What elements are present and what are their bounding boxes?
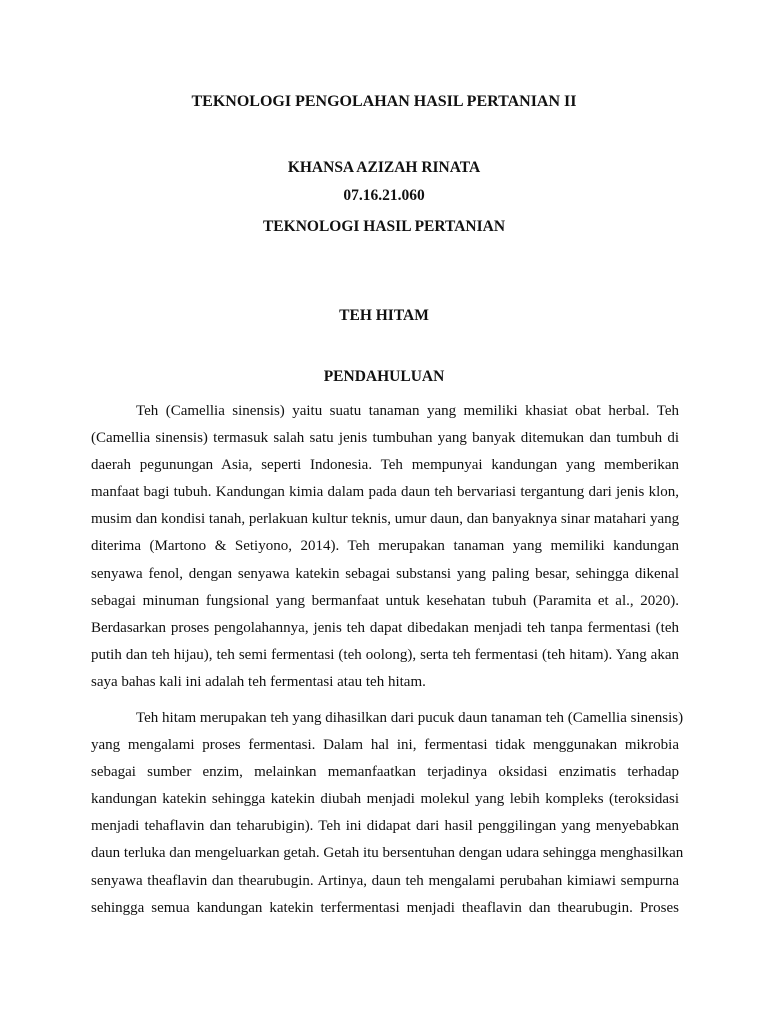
paragraph-line: (Camellia sinensis) termasuk salah satu jenis tumbuhan yang banyak ditemukan dan tumbuh di [91, 430, 679, 447]
paragraph-line: Teh hitam merupakan teh yang dihasilkan dari pucuk daun tanaman teh (Camellia sinensis) [136, 710, 684, 726]
paragraph-line: yang mengalami proses fermentasi. Dalam hal ini, fermentasi tidak menggunakan mikrobia [91, 737, 679, 754]
paragraph-line: senyawa theaflavin dan thearubugin. Artinya, daun teh mengalami perubahan kimiawi sempurna [91, 872, 679, 889]
paragraph-line: senyawa fenol, dengan senyawa katekin sebagai substansi yang paling besar, sehingga dikenal [91, 565, 679, 582]
paragraph-line: manfaat bagi tubuh. Kandungan kimia dalam pada daun teh bervariasi tergantung dari jenis klon, [91, 484, 679, 501]
paragraph-line: Berdasarkan proses pengolahannya, jenis teh dapat dibedakan menjadi teh tanpa fermentasi (teh [91, 619, 679, 636]
paragraph-line: putih dan teh hijau), teh semi fermentasi (teh oolong), serta teh fermentasi (teh hitam). Yang akan [91, 646, 679, 663]
section-heading: PENDAHULUAN [323, 368, 445, 385]
paragraph-line: sebagai sumber enzim, melainkan memanfaatkan terjadinya oksidasi enzimatis terhadap [91, 764, 679, 781]
paragraph-line: saya bahas kali ini adalah teh fermentasi atau teh hitam. [91, 673, 426, 690]
paragraph-line: sehingga semua kandungan katekin terfermentasi menjadi theaflavin dan thearubugin. Proses [91, 899, 679, 916]
student-id: 07.16.21.060 [343, 187, 425, 204]
paragraph-1 [91, 398, 679, 696]
paragraph-line: daun terluka dan mengeluarkan getah. Getah itu bersentuhan dengan udara sehingga menghasilkan [91, 845, 684, 862]
study-program: TEKNOLOGI HASIL PERTANIAN [262, 218, 506, 235]
paragraph-line: menjadi tehaflavin dan teharubigin). Teh ini didapat dari hasil penggilingan yang menyebabkan [91, 818, 679, 835]
paragraph-line: musim dan kondisi tanah, perlakuan kultur teknis, umur daun, dan banyaknya sinar matahari yang [91, 511, 680, 528]
paragraph-line: kandungan katekin sehingga katekin diubah menjadi molekul yang lebih kompleks (teroksidasi [91, 791, 679, 808]
document-title: TEKNOLOGI PENGOLAHAN HASIL PERTANIAN II [191, 93, 577, 110]
paragraph-line: Teh (Camellia sinensis) yaitu suatu tanaman yang memiliki khasiat obat herbal. Teh [136, 403, 679, 419]
author-name: KHANSA AZIZAH RINATA [287, 159, 481, 176]
paragraph-2 [91, 705, 684, 922]
paragraph-line: diterima (Martono & Setiyono, 2014). Teh merupakan tanaman yang memiliki kandungan [91, 538, 679, 555]
paragraph-line: daerah pegunungan Asia, seperti Indonesia. Teh mempunyai kandungan yang memberikan [91, 457, 679, 474]
topic-heading: TEH HITAM [339, 307, 429, 324]
paragraph-line: sebagai minuman fungsional yang bermanfaat untuk kesehatan tubuh (Paramita et al., 2020). [91, 592, 679, 609]
